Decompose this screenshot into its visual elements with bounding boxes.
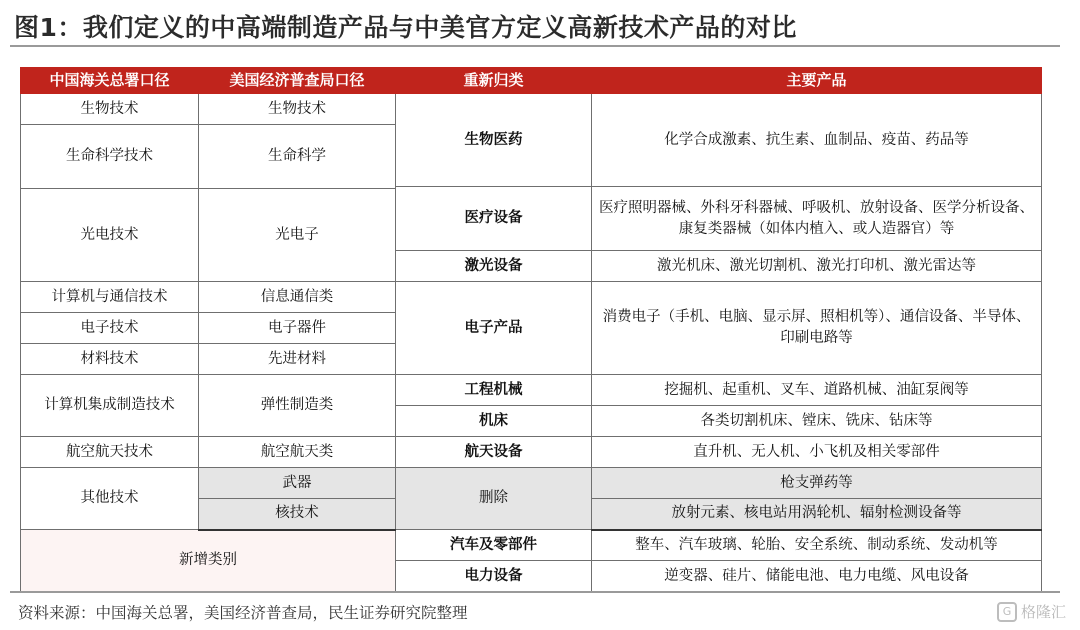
products-cell: 整车、汽车玻璃、轮胎、安全系统、制动系统、发动机等 [592, 530, 1042, 561]
products-cell: 消费电子（手机、电脑、显示屏、照相机等）、通信设备、半导体、印刷电路等 [592, 282, 1042, 375]
regroup-cell: 激光设备 [396, 251, 592, 282]
cn-cell: 光电技术 [21, 189, 199, 282]
cn-cell: 生物技术 [21, 94, 199, 125]
source-note: 资料来源：中国海关总署，美国经济普查局，民生证券研究院整理 [18, 604, 468, 622]
table-row [21, 530, 1042, 561]
table-row [21, 468, 1042, 499]
regroup-cell: 删除 [396, 468, 592, 530]
header-row [21, 68, 1042, 94]
regroup-cell: 电力设备 [396, 561, 592, 592]
header-us: 美国经济普查局口径 [199, 68, 396, 94]
us-cell: 信息通信类 [199, 282, 396, 313]
regroup-cell: 机床 [396, 406, 592, 437]
products-cell: 化学合成激素、抗生素、血制品、疫苗、药品等 [592, 94, 1042, 187]
cn-cell: 计算机与通信技术 [21, 282, 199, 313]
regroup-cell: 汽车及零部件 [396, 530, 592, 561]
us-cell: 光电子 [199, 189, 396, 282]
regroup-cell: 电子产品 [396, 282, 592, 375]
products-cell: 各类切割机床、镗床、铣床、钻床等 [592, 406, 1042, 437]
cn-cell: 电子技术 [21, 313, 199, 344]
header-products: 主要产品 [592, 68, 1042, 94]
table-row [21, 437, 1042, 468]
products-cell: 放射元素、核电站用涡轮机、辐射检测设备等 [592, 499, 1042, 530]
table-row [21, 375, 1042, 406]
cn-cell: 计算机集成制造技术 [21, 375, 199, 437]
table-row [21, 282, 1042, 313]
regroup-cell: 生物医药 [396, 94, 592, 187]
regroup-cell: 医疗设备 [396, 187, 592, 251]
header-cn: 中国海关总署口径 [21, 68, 199, 94]
watermark-logo-icon: G [997, 602, 1017, 622]
table-row [21, 94, 1042, 125]
us-cell: 生物技术 [199, 94, 396, 125]
bottom-rule [10, 591, 1060, 593]
cn-cell: 其他技术 [21, 468, 199, 530]
top-rule [10, 45, 1060, 47]
us-cell: 弹性制造类 [199, 375, 396, 437]
products-cell: 枪支弹药等 [592, 468, 1042, 499]
products-cell: 激光机床、激光切割机、激光打印机、激光雷达等 [592, 251, 1042, 282]
products-cell: 挖掘机、起重机、叉车、道路机械、油缸泵阀等 [592, 375, 1042, 406]
watermark-text: 格隆汇 [1020, 603, 1066, 621]
us-cell: 生命科学 [199, 125, 396, 189]
us-cell: 先进材料 [199, 344, 396, 375]
products-cell: 逆变器、硅片、储能电池、电力电缆、风电设备 [592, 561, 1042, 592]
products-cell: 医疗照明器械、外科牙科器械、呼吸机、放射设备、医学分析设备、康复类器械（如体内植入、或人造器官）等 [592, 187, 1042, 251]
products-cell: 直升机、无人机、小飞机及相关零部件 [592, 437, 1042, 468]
new-category-cell: 新增类别 [21, 530, 396, 592]
header-regroup: 重新归类 [396, 68, 592, 94]
watermark [997, 601, 1066, 622]
figure-title: 图1：我们定义的中高端制造产品与中美官方定义高新技术产品的对比 [14, 13, 797, 42]
regroup-cell: 航天设备 [396, 437, 592, 468]
cn-cell: 生命科学技术 [21, 125, 199, 189]
cn-cell: 材料技术 [21, 344, 199, 375]
cn-cell: 航空航天技术 [21, 437, 199, 468]
us-cell: 武器 [199, 468, 396, 499]
regroup-cell: 工程机械 [396, 375, 592, 406]
us-cell: 电子器件 [199, 313, 396, 344]
us-cell: 航空航天类 [199, 437, 396, 468]
comparison-table [20, 67, 1042, 592]
us-cell: 核技术 [199, 499, 396, 530]
